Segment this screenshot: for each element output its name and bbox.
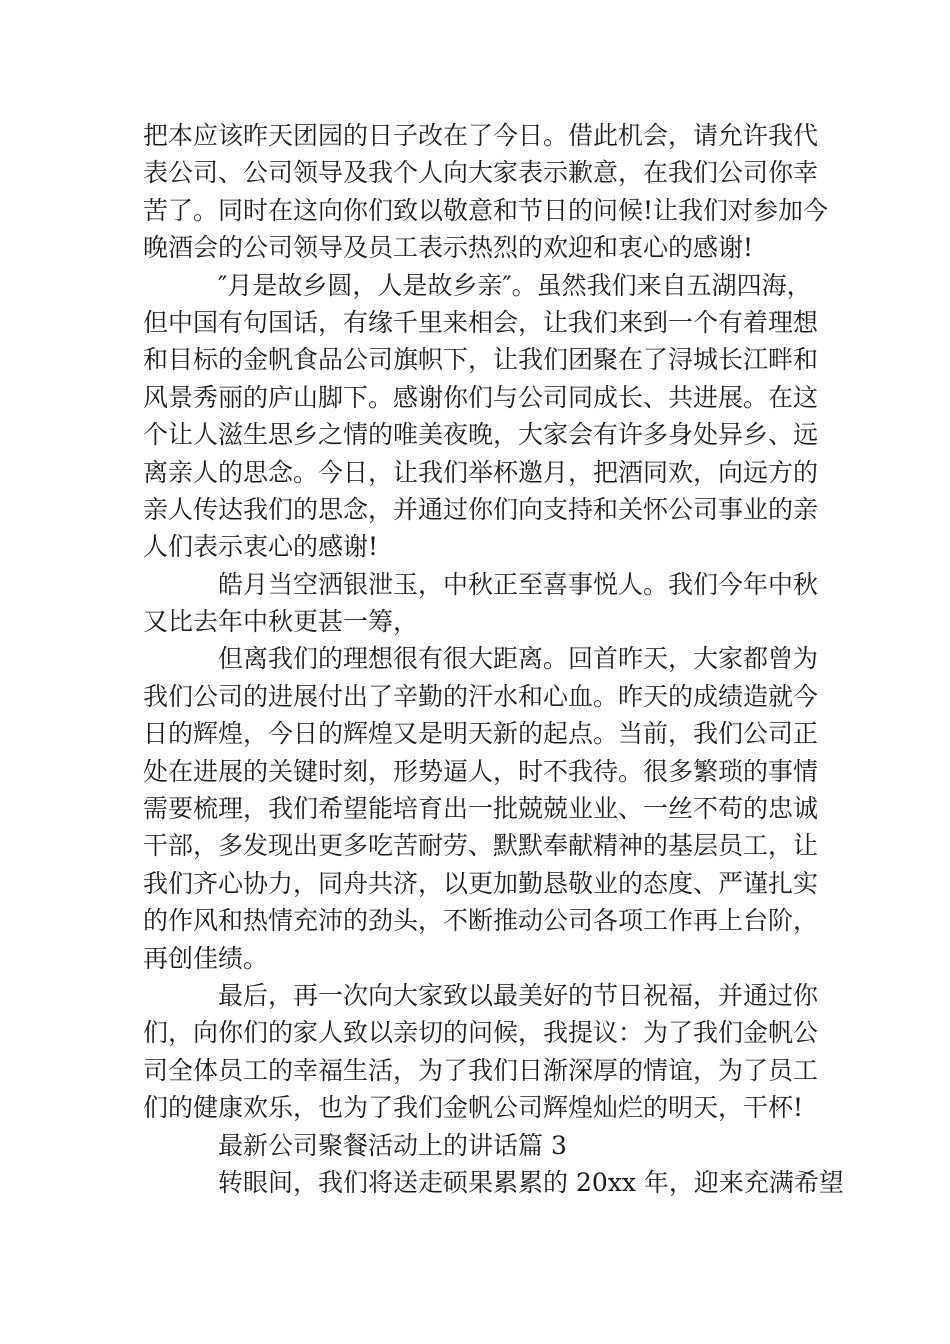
- text-line: 干部，多发现出更多吃苦耐劳、默默奉献精神的基层员工，让: [143, 831, 819, 861]
- text-line: 晚酒会的公司领导及员工表示热烈的欢迎和衷心的感谢!: [143, 233, 754, 263]
- text-line: 转眼间，我们将送走硕果累累的 20xx 年，迎来充满希望: [218, 1167, 844, 1197]
- text-line: 最后，再一次向大家致以最美好的节日祝福，并通过你: [218, 980, 819, 1010]
- text-line: 司全体员工的幸福生活，为了我们日渐深厚的情谊，为了员工: [143, 1055, 819, 1085]
- text-line: 但离我们的理想很有很大距离。回首昨天，大家都曾为: [218, 644, 819, 674]
- text-line: 又比去年中秋更甚一筹，: [143, 607, 419, 637]
- text-line: 我们公司的进展付出了辛勤的汗水和心血。昨天的成绩造就今: [143, 681, 819, 711]
- text-line: 们，向你们的家人致以亲切的问候，我提议：为了我们金帆公: [143, 1018, 819, 1048]
- text-line: 人们表示衷心的感谢!: [143, 532, 379, 562]
- text-line: 把本应该昨天团园的日子改在了今日。借此机会，请允许我代: [143, 121, 819, 150]
- text-line: 皓月当空洒银泄玉，中秋正至喜事悦人。我们今年中秋: [218, 569, 819, 599]
- text-line: 日的辉煌，今日的辉煌又是明天新的起点。当前，我们公司正: [143, 719, 819, 749]
- text-line: 们的健康欢乐，也为了我们金帆公司辉煌灿烂的明天，干杯!: [143, 1093, 804, 1123]
- text-line: 离亲人的思念。今日，让我们举杯邀月，把酒同欢，向远方的: [143, 457, 819, 487]
- text-line: 最新公司聚餐活动上的讲话篇 3: [218, 1130, 567, 1160]
- text-line: 表公司、公司领导及我个人向大家表示歉意，在我们公司你幸: [143, 158, 819, 188]
- text-line: 处在进展的关键时刻，形势逼人，时不我待。很多繁琐的事情: [143, 756, 819, 786]
- text-line: 苦了。同时在这向你们致以敬意和节日的问候!让我们对参加今: [143, 195, 829, 225]
- text-line: 但中国有句国话，有缘千里来相会，让我们来到一个有着理想: [143, 307, 819, 337]
- text-line: 和目标的金帆食品公司旗帜下，让我们团聚在了浔城长江畔和: [143, 345, 819, 375]
- text-line: 亲人传达我们的思念，并通过你们向支持和关怀公司事业的亲: [143, 494, 819, 524]
- text-line: 再创佳绩。: [143, 943, 269, 973]
- text-line: 的作风和热情充沛的劲头，不断推动公司各项工作再上台阶，: [143, 906, 819, 936]
- text-line: 我们齐心协力，同舟共济，以更加勤恳敬业的态度、严谨扎实: [143, 868, 819, 898]
- body-text: [143, 117, 844, 1201]
- text-line: 需要梳理，我们希望能培育出一批兢兢业业、一丝不苟的忠诚: [143, 794, 819, 824]
- text-line: 风景秀丽的庐山脚下。感谢你们与公司同成长、共进展。在这: [143, 382, 819, 412]
- text-line: 个让人滋生思乡之情的唯美夜晚，大家会有许多身处异乡、远: [143, 420, 819, 450]
- text-line: ″月是故乡圆，人是故乡亲″。虽然我们来自五湖四海，: [218, 270, 812, 300]
